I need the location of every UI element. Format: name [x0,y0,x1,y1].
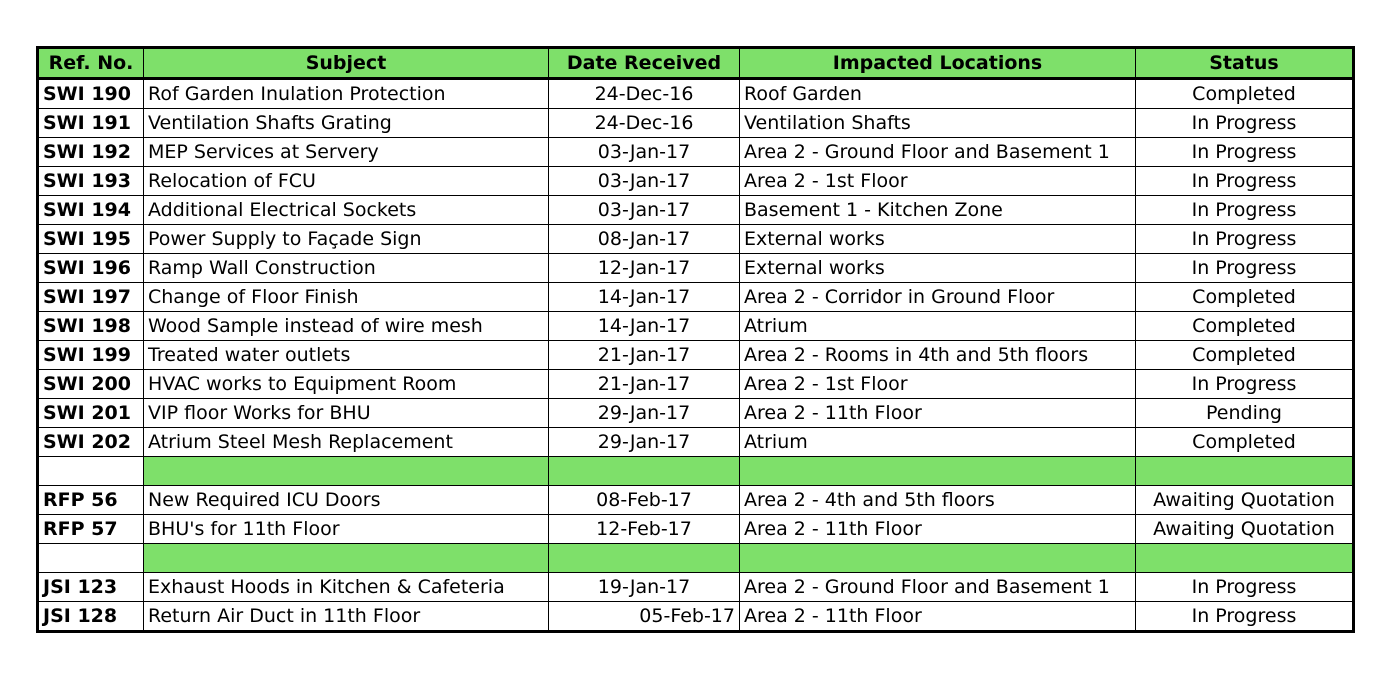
cell-subject: Additional Electrical Sockets [144,196,549,225]
header-status: Status [1136,48,1354,79]
table-row [38,167,1354,196]
cell-subject: Treated water outlets [144,341,549,370]
cell-ref: SWI 192 [38,138,144,167]
work-instructions-table [36,46,1355,633]
separator-cell [549,544,740,573]
table-row [38,196,1354,225]
cell-subject: Change of Floor Finish [144,283,549,312]
cell-date: 03-Jan-17 [549,138,740,167]
cell-status: Awaiting Quotation [1136,515,1354,544]
cell-date: 03-Jan-17 [549,167,740,196]
separator-row [38,544,1354,573]
cell-location: Area 2 - Corridor in Ground Floor [740,283,1136,312]
cell-status: In Progress [1136,573,1354,602]
cell-date: 24-Dec-16 [549,79,740,109]
cell-status: In Progress [1136,167,1354,196]
separator-cell [38,544,144,573]
cell-location: Roof Garden [740,79,1136,109]
cell-status: Pending [1136,399,1354,428]
table-row [38,225,1354,254]
cell-subject: Exhaust Hoods in Kitchen & Cafeteria [144,573,549,602]
cell-ref: SWI 198 [38,312,144,341]
cell-subject: Return Air Duct in 11th Floor [144,602,549,632]
table-row [38,341,1354,370]
cell-location: Atrium [740,428,1136,457]
separator-cell [740,544,1136,573]
separator-cell [549,457,740,486]
cell-status: Completed [1136,428,1354,457]
cell-location: Area 2 - Rooms in 4th and 5th floors [740,341,1136,370]
table-row [38,283,1354,312]
cell-location: Area 2 - 11th Floor [740,399,1136,428]
table-row [38,312,1354,341]
cell-location: Area 2 - 1st Floor [740,167,1136,196]
cell-status: In Progress [1136,225,1354,254]
cell-status: In Progress [1136,138,1354,167]
cell-date: 12-Feb-17 [549,515,740,544]
header-locations: Impacted Locations [740,48,1136,79]
cell-subject: HVAC works to Equipment Room [144,370,549,399]
separator-cell [38,457,144,486]
separator-cell [740,457,1136,486]
cell-subject: Power Supply to Façade Sign [144,225,549,254]
table-row [38,428,1354,457]
cell-location: Area 2 - 1st Floor [740,370,1136,399]
cell-date: 03-Jan-17 [549,196,740,225]
table-row [38,138,1354,167]
cell-date: 24-Dec-16 [549,109,740,138]
cell-subject: Ventilation Shafts Grating [144,109,549,138]
separator-cell [1136,457,1354,486]
cell-location: Ventilation Shafts [740,109,1136,138]
cell-date: 08-Feb-17 [549,486,740,515]
cell-date: 19-Jan-17 [549,573,740,602]
cell-subject: Atrium Steel Mesh Replacement [144,428,549,457]
cell-location: Basement 1 - Kitchen Zone [740,196,1136,225]
cell-ref: SWI 191 [38,109,144,138]
cell-ref: SWI 197 [38,283,144,312]
cell-date: 08-Jan-17 [549,225,740,254]
separator-cell [1136,544,1354,573]
cell-location: External works [740,254,1136,283]
cell-subject: Relocation of FCU [144,167,549,196]
header-ref: Ref. No. [38,48,144,79]
cell-ref: SWI 201 [38,399,144,428]
cell-status: In Progress [1136,370,1354,399]
separator-cell [144,544,549,573]
cell-subject: MEP Services at Servery [144,138,549,167]
cell-location: Area 2 - Ground Floor and Basement 1 [740,573,1136,602]
cell-location: Area 2 - 11th Floor [740,515,1136,544]
cell-date: 05-Feb-17 [549,602,740,632]
cell-ref: SWI 196 [38,254,144,283]
cell-location: Area 2 - Ground Floor and Basement 1 [740,138,1136,167]
table-row [38,79,1354,109]
cell-date: 14-Jan-17 [549,283,740,312]
separator-row [38,457,1354,486]
header-date: Date Received [549,48,740,79]
cell-status: Completed [1136,312,1354,341]
cell-status: Completed [1136,79,1354,109]
table-row [38,399,1354,428]
cell-subject: Wood Sample instead of wire mesh [144,312,549,341]
cell-status: Completed [1136,341,1354,370]
cell-date: 29-Jan-17 [549,428,740,457]
cell-ref: RFP 56 [38,486,144,515]
table-row [38,602,1354,632]
cell-location: External works [740,225,1136,254]
table-row [38,515,1354,544]
cell-ref: SWI 202 [38,428,144,457]
header-subject: Subject [144,48,549,79]
cell-subject: VIP floor Works for BHU [144,399,549,428]
cell-location: Area 2 - 11th Floor [740,602,1136,632]
table-row [38,254,1354,283]
cell-date: 21-Jan-17 [549,341,740,370]
cell-status: Completed [1136,283,1354,312]
cell-subject: Rof Garden Inulation Protection [144,79,549,109]
cell-location: Area 2 - 4th and 5th floors [740,486,1136,515]
cell-status: In Progress [1136,196,1354,225]
cell-date: 12-Jan-17 [549,254,740,283]
cell-subject: New Required ICU Doors [144,486,549,515]
cell-status: Awaiting Quotation [1136,486,1354,515]
cell-status: In Progress [1136,109,1354,138]
separator-cell [144,457,549,486]
cell-location: Atrium [740,312,1136,341]
cell-ref: SWI 194 [38,196,144,225]
cell-date: 29-Jan-17 [549,399,740,428]
table-row [38,370,1354,399]
cell-ref: SWI 193 [38,167,144,196]
header-row [38,48,1354,79]
table-row [38,486,1354,515]
cell-subject: Ramp Wall Construction [144,254,549,283]
cell-date: 14-Jan-17 [549,312,740,341]
cell-status: In Progress [1136,254,1354,283]
cell-date: 21-Jan-17 [549,370,740,399]
cell-status: In Progress [1136,602,1354,632]
cell-ref: JSI 123 [38,573,144,602]
cell-ref: SWI 199 [38,341,144,370]
table-body [38,79,1354,632]
cell-ref: SWI 200 [38,370,144,399]
table-row [38,573,1354,602]
cell-subject: BHU's for 11th Floor [144,515,549,544]
cell-ref: JSI 128 [38,602,144,632]
cell-ref: SWI 195 [38,225,144,254]
table-row [38,109,1354,138]
cell-ref: RFP 57 [38,515,144,544]
cell-ref: SWI 190 [38,79,144,109]
